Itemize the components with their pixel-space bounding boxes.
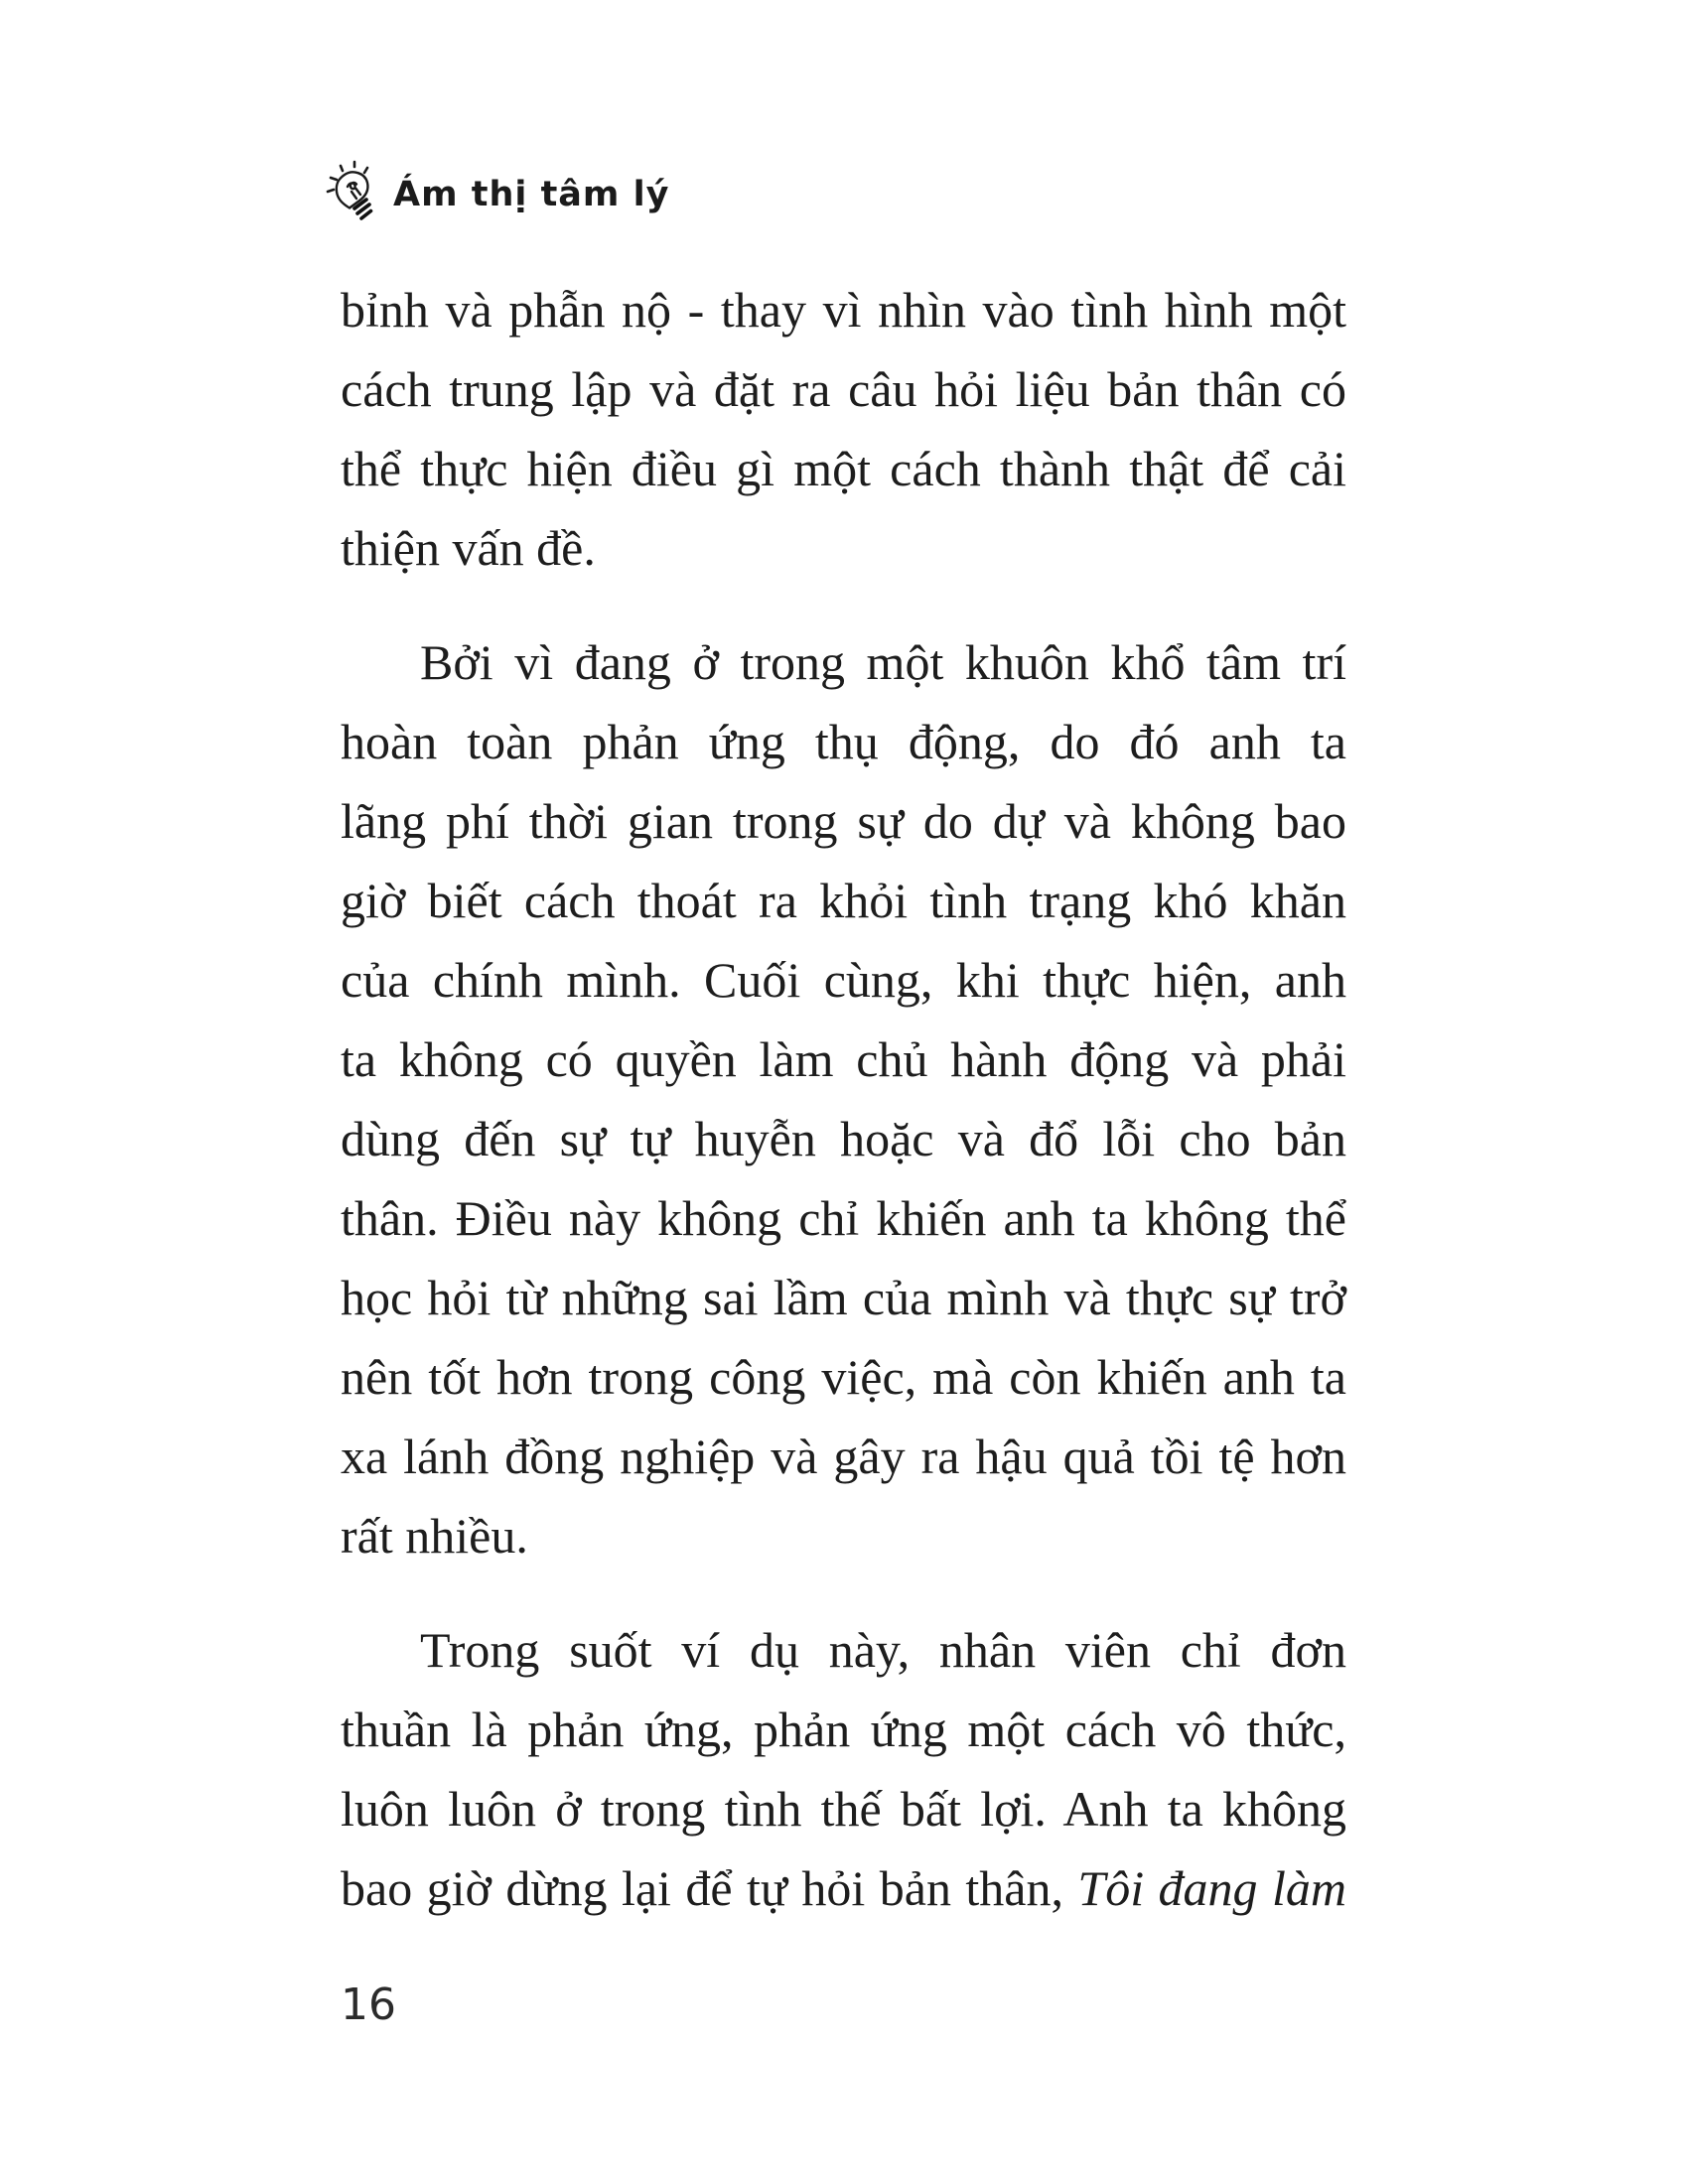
text-segment: rất nhiều. (341, 1508, 528, 1564)
text-segment: lãng phí thời gian trong sự do dự và không bao (341, 793, 1346, 849)
text-segment: cách trung lập và đặt ra câu hỏi liệu bản thân có (341, 361, 1346, 417)
text-segment: dùng đến sự tự huyễn hoặc và đổ lỗi cho bản (341, 1111, 1346, 1166)
text-segment: hoàn toàn phản ứng thụ động, do đó anh ta (341, 714, 1346, 769)
text-line (341, 508, 1346, 588)
text-line (341, 1020, 1346, 1099)
text-line (341, 781, 1346, 861)
text-line (341, 1496, 1346, 1575)
text-segment: nên tốt hơn trong công việc, mà còn khiến anh ta (341, 1349, 1346, 1405)
text-segment: luôn luôn ở trong tình thế bất lợi. Anh ta không (341, 1781, 1346, 1837)
text-segment: giờ biết cách thoát ra khỏi tình trạng khó khăn (341, 873, 1346, 928)
text-segment: bỉnh và phẫn nộ - thay vì nhìn vào tình hình một (341, 282, 1346, 338)
text-line (341, 1690, 1346, 1769)
text-line (341, 1178, 1346, 1258)
text-segment: của chính mình. Cuối cùng, khi thực hiện, anh (341, 952, 1346, 1008)
text-segment: xa lánh đồng nghiệp và gây ra hậu quả tồi tệ hơn (341, 1429, 1346, 1484)
paragraph (341, 1610, 1346, 1928)
text-segment: thiện vấn đề. (341, 520, 596, 576)
text-line (341, 1417, 1346, 1496)
text-line (341, 622, 1346, 702)
text-segment: Trong suốt ví dụ này, nhân viên chỉ đơn (420, 1622, 1346, 1678)
text-segment: thuần là phản ứng, phản ứng một cách vô thức, (341, 1702, 1346, 1757)
text-segment: thể thực hiện điều gì một cách thành thật để cải (341, 441, 1346, 496)
text-segment: học hỏi từ những sai lầm của mình và thực sự trở (341, 1270, 1346, 1325)
text-line (341, 1848, 1346, 1928)
text-line (341, 1258, 1346, 1337)
paragraph (341, 270, 1346, 588)
text-line (341, 349, 1346, 429)
text-line (341, 1337, 1346, 1417)
page-header (324, 159, 669, 224)
page-number: 16 (341, 1979, 396, 2030)
text-line (341, 270, 1346, 349)
text-line (341, 861, 1346, 940)
text-segment: ta không có quyền làm chủ hành động và phải (341, 1031, 1346, 1087)
text-line (341, 1099, 1346, 1178)
text-segment: bao giờ dừng lại để tự hỏi bản thân, (341, 1860, 1078, 1916)
text-line (341, 940, 1346, 1020)
lightbulb-icon (324, 159, 377, 224)
text-segment: thân. Điều này không chỉ khiến anh ta không thể (341, 1190, 1346, 1246)
text-line (341, 1610, 1346, 1690)
chapter-title: Ám thị tâm lý (393, 175, 670, 214)
text-line (341, 702, 1346, 781)
text-line (341, 429, 1346, 508)
italic-text: Tôi đang làm (1077, 1860, 1347, 1916)
text-segment: Bởi vì đang ở trong một khuôn khổ tâm trí (420, 634, 1346, 690)
paragraph (341, 622, 1346, 1575)
body-text (341, 270, 1346, 1928)
text-line (341, 1769, 1346, 1848)
